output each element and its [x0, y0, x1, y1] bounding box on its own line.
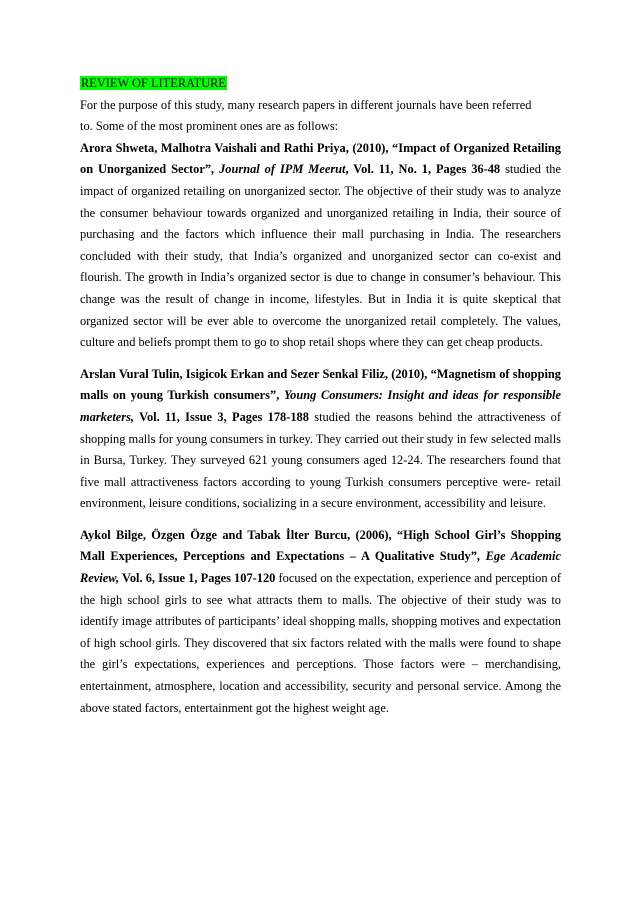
literature-entry-1 [80, 138, 561, 354]
entry-2-journal: Young Consumers: Insight and ideas for responsible marketers, [80, 388, 561, 424]
entry-3-citation: Aykol Bilge, Özgen Özge and Tabak İlter Burcu, (2006), “High School Girl’s Shopping Mall Experiences, Perceptions and Expectations – A Qualitative Study”, [80, 527, 561, 564]
section-heading: REVIEW OF LITERATURE [81, 76, 227, 90]
entry-1-summary: studied the impact of organized retailing on unorganized sector. The objective of their study was to analyze the consumer behaviour towards organized and unorganized retailing in India, their source of purchasing and the factors which influence their mall purchasing in India. The researchers concluded with their study, that India’s organized and unorganized sector can co-exist and flourish. The growth in India’s organized sector is due to change in consumer’s behaviour. This change was the result of change in income, lifestyles. But in India it is quite skeptical that organized sector will be ever able to overcome the unorganized retail completely. The values, culture and beliefs prompt them to go to shop retail shops where they can get cheap products. [80, 162, 561, 350]
entry-1-citation: Arora Shweta, Malhotra Vaishali and Rathi Priya, (2010), “Impact of Organized Retailing on Unorganized Sector”, [80, 140, 561, 177]
literature-entry-2 [80, 364, 561, 515]
entry-1-details: , Vol. 11, No. 1, Pages 36-48 [345, 162, 501, 177]
entry-2-citation: Arslan Vural Tulin, Isigicok Erkan and Sezer Senkal Filiz, (2010), “Magnetism of shopping malls on young Turkish consumers”, [80, 366, 561, 403]
entry-3-journal: Ege Academic Review, [80, 549, 561, 586]
section-heading-line [80, 73, 561, 95]
entry-1-journal: Journal of IPM Meerut [219, 162, 346, 177]
intro-paragraph: For the purpose of this study, many research papers in different journals have been referred to. Some of the most prominent ones are as follows: [80, 97, 532, 134]
entry-3-details: Vol. 6, Issue 1, Pages 107-120 [119, 571, 276, 586]
entry-3-summary: focused on the expectation, experience and perception of the high school girls to see what attracts them to malls. The objective of their study was to identify image attributes of participants’ ideal shopping malls, shopping motives and expectation of high school girls. They discovered that six factors related with the malls were found to shape the girl’s expectations, experiences and perceptions. Those factors were – merchandising, entertainment, atmosphere, location and accessibility, security and personal service. Among the above stated factors, entertainment got the highest weight age. [80, 571, 561, 715]
literature-entry-3 [80, 525, 561, 719]
document-body [80, 73, 561, 729]
entry-2-summary: studied the reasons behind the attractiveness of shopping malls for young consumers in turkey. They carried out their study in few selected malls in Bursa, Turkey. They surveyed 621 young consumers aged 12-24. The researchers found that five mall attractiveness factors according to young Turkish consumers perceptive were- retail environment, leisure conditions, socializing in a secure environment, accessibility and leisure. [80, 409, 561, 511]
entry-2-details: Vol. 11, Issue 3, Pages 178-188 [134, 409, 309, 424]
